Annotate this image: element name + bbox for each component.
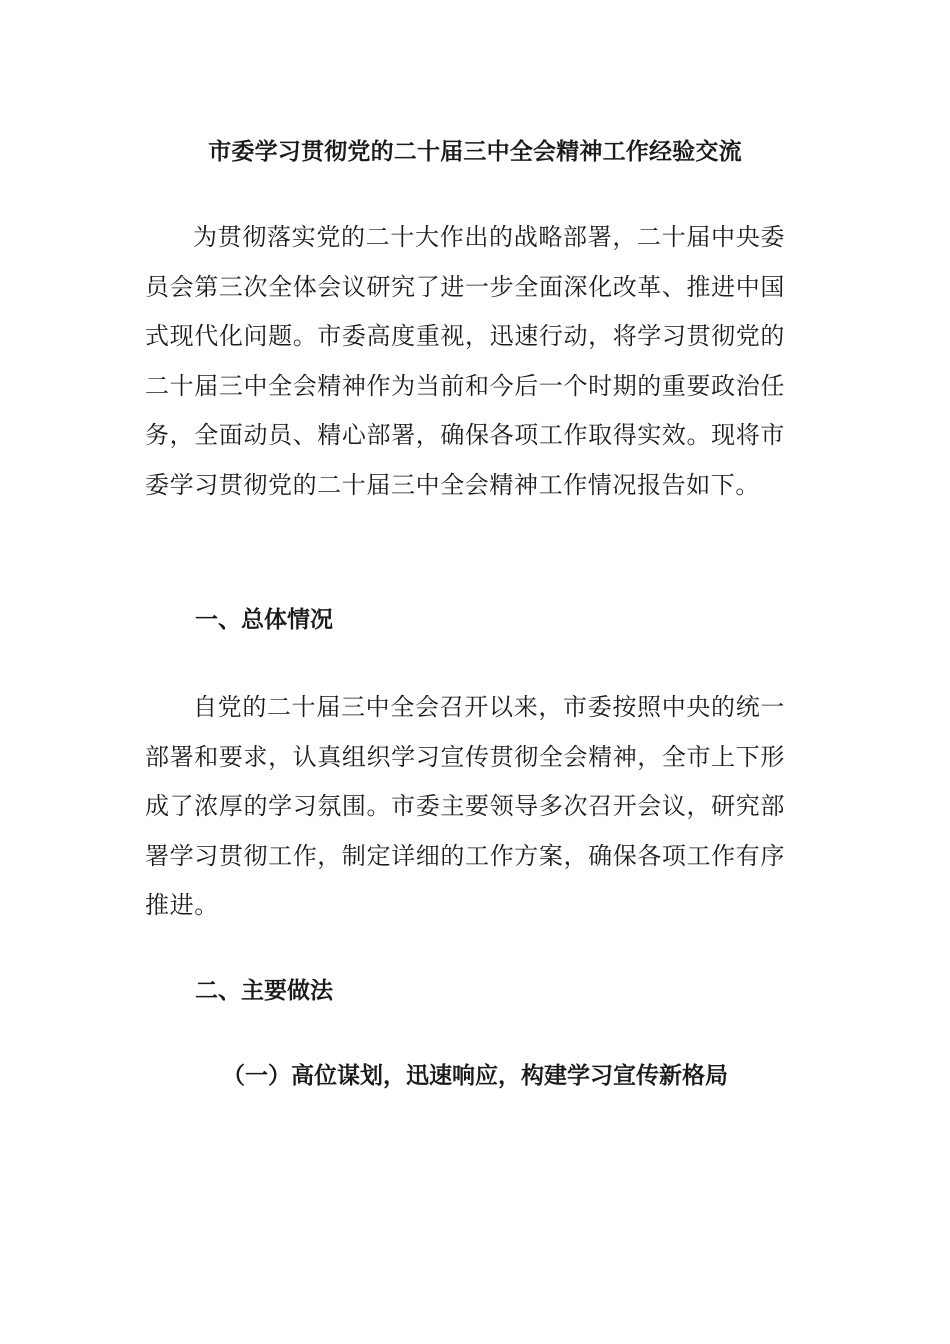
intro-paragraph: 为贯彻落实党的二十大作出的战略部署，二十届中央委员会第三次全体会议研究了进一步全面深化改革、推进中国式现代化问题。市委高度重视，迅速行动，将学习贯彻党的二十届三中全会精神作为当前和今后一个时期的重要政治任务，全面动员、精心部署，确保各项工作取得实效。现将市委学习贯彻党的二十届三中全会精神工作情况报告如下。 [145, 223, 785, 499]
document-title: 市委学习贯彻党的二十届三中全会精神工作经验交流 [208, 139, 742, 165]
section-heading-main-practices: 二、主要做法 [195, 978, 333, 1004]
section-heading-overview: 一、总体情况 [195, 607, 333, 633]
subsection-heading-1: （一）高位谋划，迅速响应，构建学习宣传新格局 [222, 1063, 728, 1089]
overview-paragraph: 自党的二十届三中全会召开以来，市委按照中央的统一部署和要求，认真组织学习宣传贯彻全会精神，全市上下形成了浓厚的学习氛围。市委主要领导多次召开会议，研究部署学习贯彻工作，制定详细的工作方案，确保各项工作有序推进。 [145, 693, 785, 920]
